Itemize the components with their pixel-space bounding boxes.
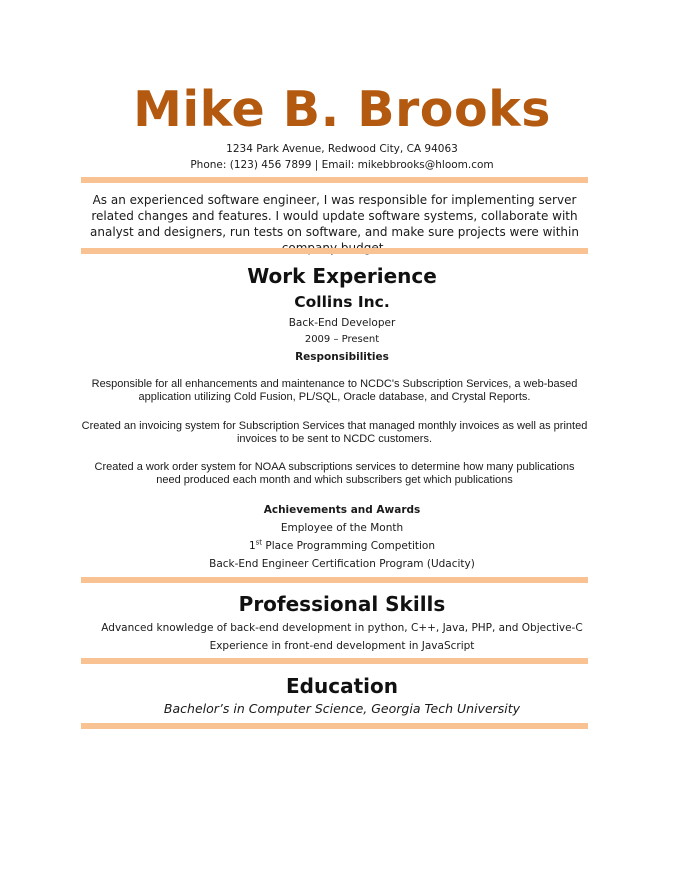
candidate-name: Mike B. Brooks bbox=[133, 81, 551, 138]
responsibility-item: Created a work order system for NOAA subscriptions services to determine how many publications need produced each month and which subscribers get which publications bbox=[94, 461, 575, 486]
contact-line: Phone: (123) 456 7899 | Email: mikebbrooks@hloom.com bbox=[190, 159, 494, 171]
divider-rule bbox=[81, 577, 588, 583]
divider-rule bbox=[81, 248, 588, 254]
company-name: Collins Inc. bbox=[294, 293, 390, 311]
education-degree: Bachelor’s in Computer Science, Georgia Tech University bbox=[163, 701, 521, 716]
achievement-rank: 1 bbox=[248, 540, 256, 552]
responsibilities-heading: Responsibilities bbox=[295, 351, 389, 363]
skill-item: Experience in front-end development in JavaScript bbox=[209, 640, 475, 652]
section-heading-education: Education bbox=[286, 674, 398, 698]
responsibility-item: Created an invoicing system for Subscription Services that managed monthly invoices as well as printed invoices to be sent to NCDC customers. bbox=[81, 420, 588, 445]
summary-paragraph: As an experienced software engineer, I was responsible for implementing server related changes and features. I would update software systems, collaborate with analyst and designers, run tests on software, and make sure projects were within bbox=[90, 193, 579, 239]
achievements-heading: Achievements and Awards bbox=[263, 504, 421, 516]
address-line: 1234 Park Avenue, Redwood City, CA 94063 bbox=[226, 143, 458, 155]
section-heading-work-experience: Work Experience bbox=[247, 264, 437, 288]
section-heading-professional-skills: Professional Skills bbox=[238, 592, 446, 616]
achievement-item bbox=[0, 539, 684, 553]
job-role: Back-End Developer bbox=[288, 317, 396, 329]
divider-rule bbox=[81, 723, 588, 729]
achievement-text: Place Programming Competition bbox=[262, 540, 436, 552]
achievement-item: Back-End Engineer Certification Program (Udacity) bbox=[209, 558, 475, 570]
divider-rule bbox=[81, 658, 588, 664]
achievement-rank-suffix: st bbox=[255, 538, 263, 547]
responsibility-item: Responsible for all enhancements and maintenance to NCDC's Subscription Services, a web-based application utilizing Cold Fusion, PL/SQL, Oracle database, and Crystal Reports. bbox=[91, 378, 578, 403]
achievement-item: Employee of the Month bbox=[280, 522, 404, 534]
divider-rule bbox=[81, 177, 588, 183]
skill-item: Advanced knowledge of back-end development in python, C++, Java, PHP, and Objective-C bbox=[101, 622, 583, 634]
job-dates: 2009 – Present bbox=[304, 334, 380, 345]
